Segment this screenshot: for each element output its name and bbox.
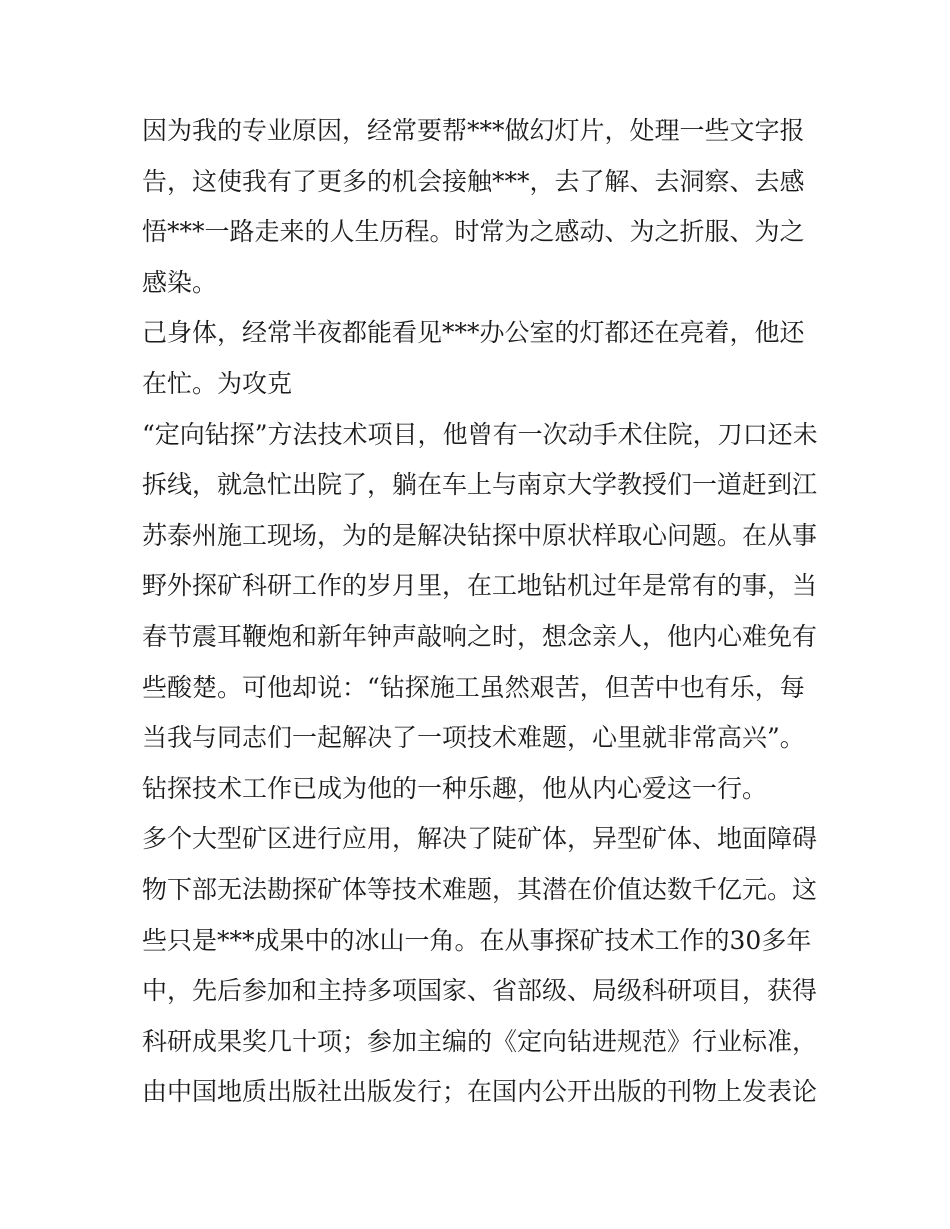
text-line-15: 多个大型矿区进行应用，解决了陡矿体，异型矿体、地面障碍	[142, 824, 818, 854]
text-line-12: 些酸楚。可他却说：“钻探施工虽然艰苦，但苦中也有乐，每	[142, 672, 805, 702]
text-line-7: “定向钻探”方法技术项目，他曾有一次动手术住院，刀口还未	[142, 419, 818, 449]
text-line-3: 悟***一路走来的人生历程。时常为之感动、为之折服、为之	[142, 217, 805, 247]
text-line-17: 些只是***成果中的冰山一角。在从事探矿技术工作的30多年	[142, 925, 812, 955]
text-line-6: 在忙。为攻克	[142, 368, 293, 398]
text-line-18: 中，先后参加和主持多项国家、省部级、局级科研项目，获得	[142, 976, 818, 1006]
text-line-1: 因为我的专业原因，经常要帮***做幻灯片，处理一些文字报	[142, 116, 805, 145]
text-line-13: 当我与同志们一起解决了一项技术难题，心里就非常高兴”。	[142, 723, 805, 753]
text-line-11: 春节震耳鞭炮和新年钟声敲响之时，想念亲人，他内心难免有	[142, 621, 818, 651]
text-line-14: 钻探技术工作已成为他的一种乐趣，他从内心爱这一行。	[142, 773, 768, 803]
text-line-8: 拆线，就急忙出院了，躺在车上与南京大学教授们一道赶到江	[142, 470, 818, 500]
text-line-5: 己身体，经常半夜都能看见***办公室的灯都还在亮着，他还	[142, 318, 805, 348]
text-line-10: 野外探矿科研工作的岁月里，在工地钻机过年是常有的事，当	[142, 571, 818, 601]
text-line-20: 由中国地质出版社出版发行；在国内公开出版的刊物上发表论	[142, 1077, 818, 1107]
body-text	[142, 106, 822, 1118]
text-line-9: 苏泰州施工现场，为的是解决钻探中原状样取心问题。在从事	[142, 520, 818, 550]
text-line-2: 告，这使我有了更多的机会接触***，去了解、去洞察、去感	[142, 166, 805, 196]
text-line-19: 科研成果奖几十项；参加主编的《定向钻进规范》行业标准，	[142, 1026, 818, 1056]
text-line-16: 物下部无法勘探矿体等技术难题，其潜在价值达数千亿元。这	[142, 874, 818, 904]
text-line-4: 感染。	[142, 267, 218, 297]
